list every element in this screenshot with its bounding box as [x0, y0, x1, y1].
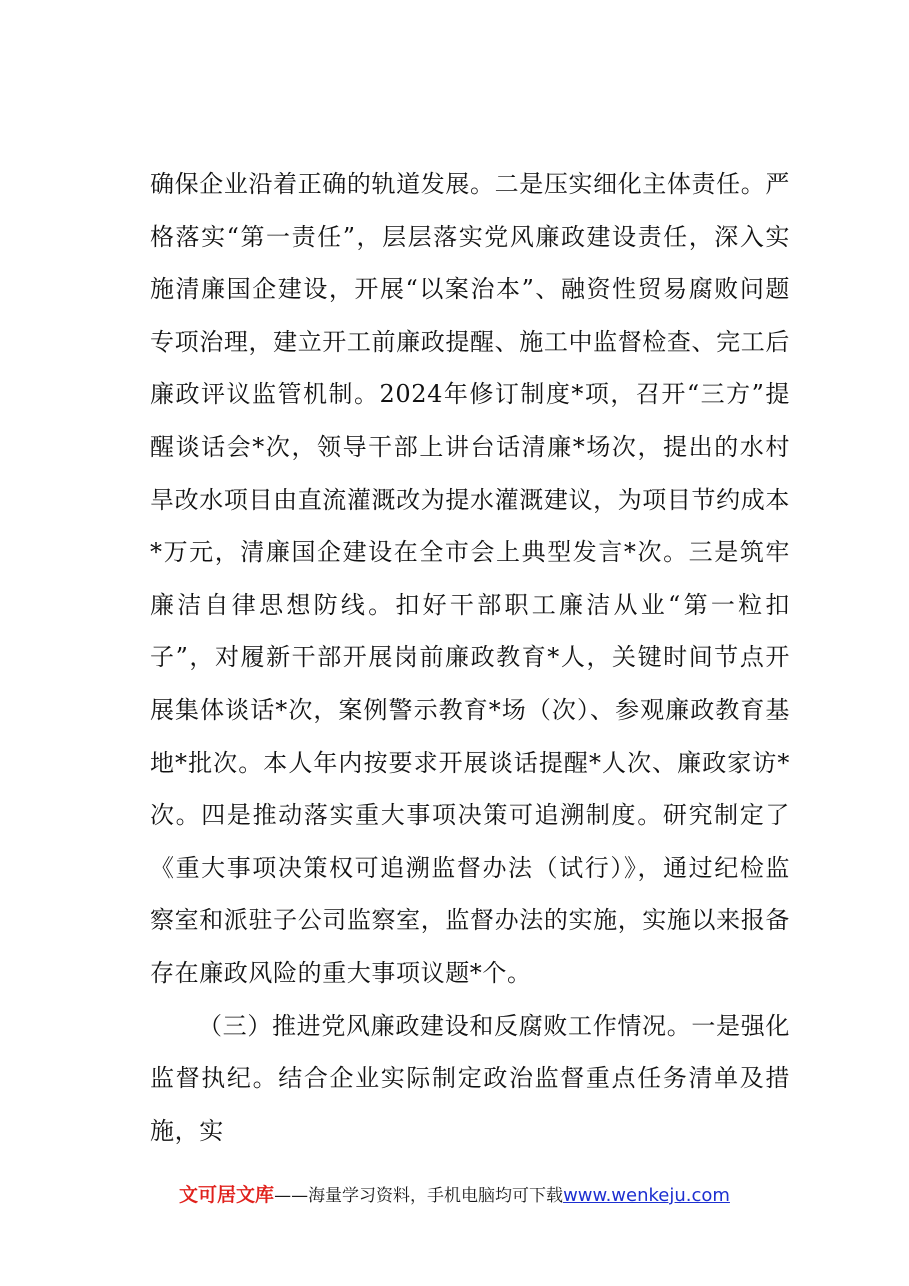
footer-brand: 文可居文库 [179, 1184, 275, 1206]
document-body [150, 158, 790, 1157]
footer-website-link[interactable]: www.wenkeju.com [563, 1185, 730, 1206]
footer-banner [0, 1180, 909, 1207]
footer-tagline: ——海量学习资料，手机电脑均可下载 [274, 1186, 564, 1206]
paragraph-section-3: （三）推进党风廉政建设和反腐败工作情况。一是强化监督执纪。结合企业实际制定政治监督重点任务清单及措施，实 [150, 1011, 790, 1145]
paragraph-continuation: 确保企业沿着正确的轨道发展。二是压实细化主体责任。严格落实“第一责任”，层层落实党风廉政建设责任，深入实施清廉国企建设，开展“以案治本”、融资性贸易腐败问题专项治理，建立开工前廉政提醒、施工中监督检查、完工后廉政评议监管机制。2024年修订制度*项，召开“三方”提醒谈话会*次，领导干部上讲台话清廉*场次，提出的水村旱改水项目由直流灌溉改为提水灌溉建议，为项目节约成本*万元，清廉国企建设在全市会上典型发言*次。三是筑牢廉洁自律思想防线。扣好干部职工廉洁从业“第一粒扣子”，对履新干部开展岗前廉政教育*人，关键时间节点开展集体谈话*次，案例警示教育*场（次）、参观廉政教育基地*批次。本人年内按要求开展谈话提醒*人次、廉政家访*次。四是推动落实重大事项决策可追溯制度。研究制定了《重大事项决策权可追溯监督办法（试行）》，通过纪检监察室和派驻子公司监察室，监督办法的实施，实施以来报备存在廉政风险的重大事项议题*个。 [150, 170, 790, 987]
